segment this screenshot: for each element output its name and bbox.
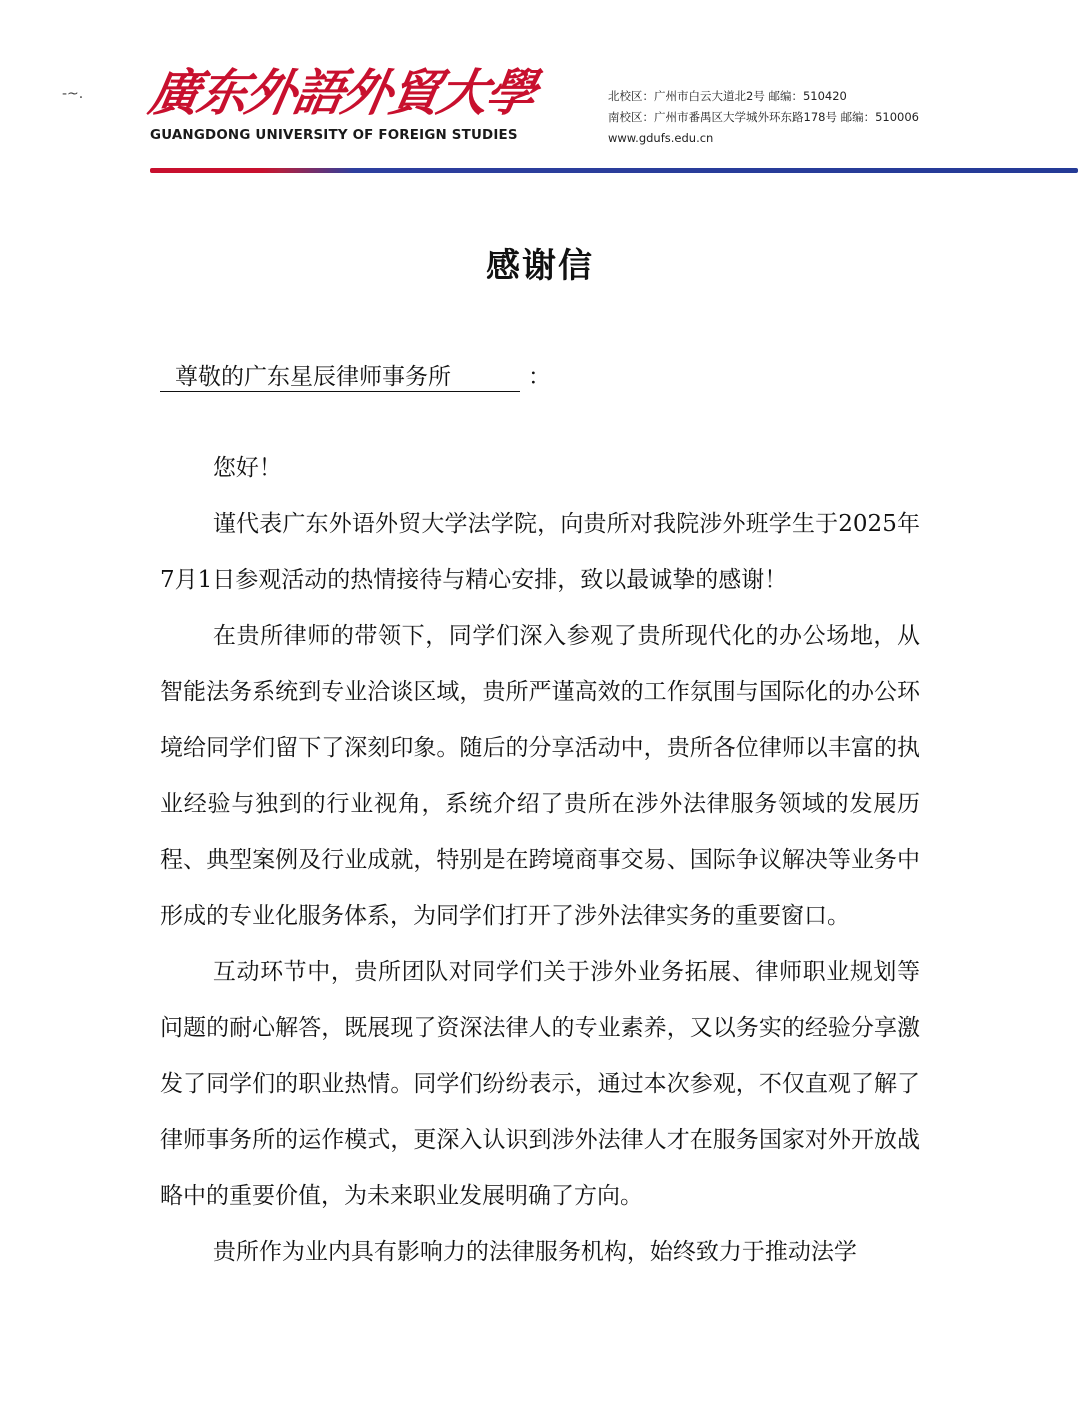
university-logo-calligraphy: 廣东外語外貿大學 [144,63,540,122]
letter-greeting: 您好！ [212,455,282,481]
salutation-colon: ： [528,364,551,390]
university-name-english: GUANGDONG UNIVERSITY OF FOREIGN STUDIES [150,128,518,143]
university-website: www.gdufs.edu.cn [608,131,714,145]
recipient-name: 尊敬的广东星辰律师事务所 [160,358,520,392]
letterhead-address-block [608,86,919,149]
letter-paragraph: 互动环节中，贵所团队对同学们关于涉外业务拓展、律师职业规划等问题的耐心解答，既展现了资深法律人的专业素养，又以务实的经验分享激发了同学们的职业热情。同学们纷纷表示，通过本次参观，不仅直观了解了律师事务所的运作模式，更深入认识到涉外法律人才在服务国家对外开放战略中的重要价值，为未来职业发展明确了方向。 [160,959,920,1209]
letter-paragraph: 在贵所律师的带领下，同学们深入参观了贵所现代化的办公场地，从智能法务系统到专业洽谈区域，贵所严谨高效的工作氛围与国际化的办公环境给同学们留下了深刻印象。随后的分享活动中，贵所各位律师以丰富的执业经验与独到的行业视角，系统介绍了贵所在涉外法律服务领域的发展历程、典型案例及行业成就，特别是在跨境商事交易、国际争议解决等业务中形成的专业化服务体系，为同学们打开了涉外法律实务的重要窗口。 [160,623,920,929]
scan-artifact: -~. [62,86,84,102]
letterhead-divider [150,168,1078,173]
address-south-campus: 南校区：广州市番禺区大学城外环东路178号 邮编：510006 [608,110,920,124]
letter-title: 感谢信 [486,246,594,286]
address-north-campus: 北校区：广州市白云大道北2号 邮编：510420 [608,89,847,103]
letter-salutation [160,358,551,392]
letter-body [160,440,920,1280]
letter-paragraph: 贵所作为业内具有影响力的法律服务机构，始终致力于推动法学 [212,1239,857,1265]
letter-paragraph: 谨代表广东外语外贸大学法学院，向贵所对我院涉外班学生于2025年7月1日参观活动的热情接待与精心安排，致以最诚挚的感谢！ [160,511,920,593]
